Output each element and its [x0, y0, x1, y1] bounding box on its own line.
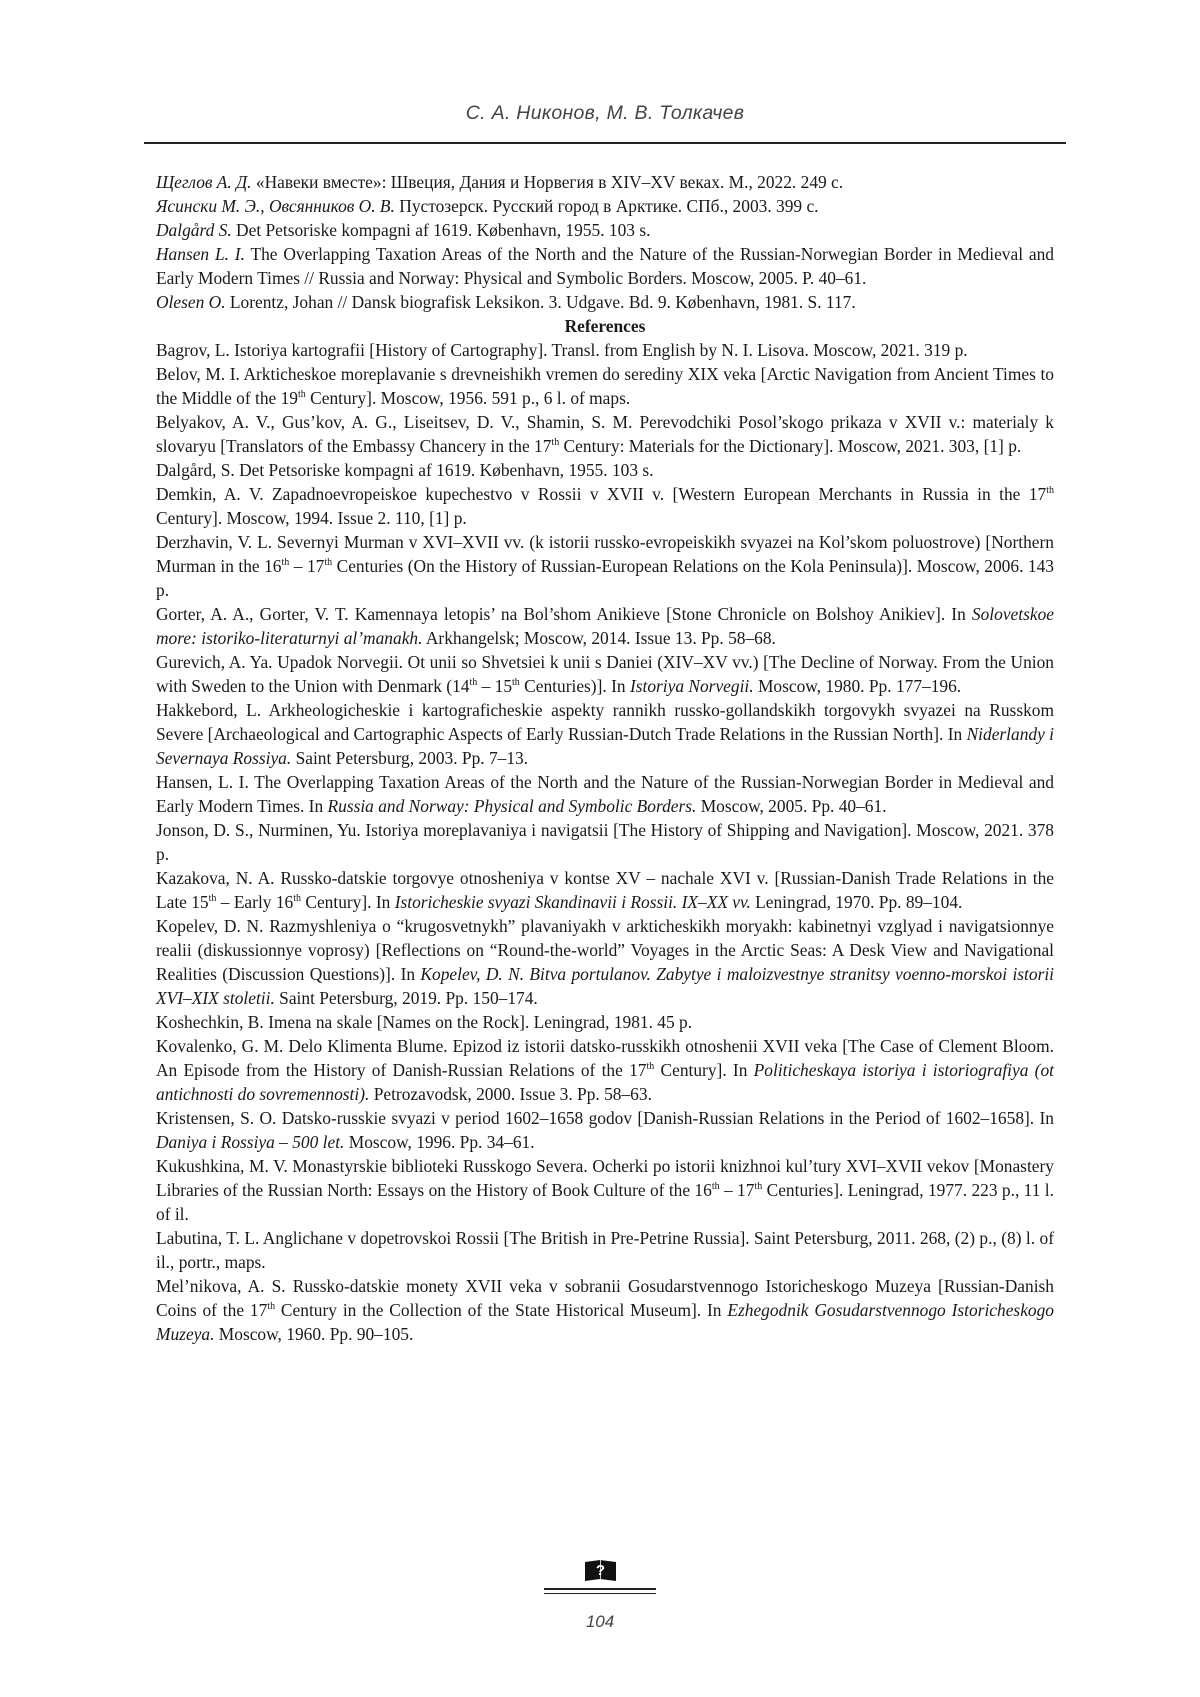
header-rule	[144, 142, 1066, 144]
reference-entry: Kopelev, D. N. Razmyshleniya o “krugosvetnykh” plavaniyakh v arkticheskikh moryakh: kabinetnyi vzglyad i navigatsionnye realii (diskussionnye voprosy) [Reflections on “Round-the-world” Voyages in the Arctic Seas: A Desk View and Navigational Realities (Discussion Questions)]. In Kopelev, D. N. Bitva portulanov. Zabytye i maloizvestnye stranitsy voenno-morskoi istorii XVI–XIX stoletii. Saint Petersburg, 2019. Pp. 150–174.	[156, 916, 1054, 1008]
reference-entry: Dalgård, S. Det Petsoriske kompagni af 1619. København, 1955. 103 s.	[156, 460, 654, 480]
reference-entry: Kovalenko, G. M. Delo Klimenta Blume. Epizod iz istorii datsko-russkikh otnoshenii XVII veka [The Case of Clement Bloom. An Episode from the History of Danish-Russian Relations of the 17th Century]. In Politicheskaya istoriya i istoriografiya (ot antichnosti do sovremennosti). Petrozavodsk, 2000. Issue 3. Pp. 58–63.	[156, 1036, 1055, 1104]
reference-entry: Gorter, A. A., Gorter, V. T. Kamennaya letopis’ na Bol’shom Anikieve [Stone Chronicle on Bolshoy Anikiev]. In Solovetskoe more: istoriko-literaturnyi al’manakh. Arkhangelsk; Moscow, 2014. Issue 13. Pp. 58–68.	[156, 604, 1054, 648]
page-body	[156, 170, 1054, 1346]
reference-entry: Kazakova, N. A. Russko-datskie torgovye otnosheniya v kontse XV – nachale XVI v. [Russian-Danish Trade Relations in the Late 15th – Early 16th Century]. In Istoricheskie svyazi Skandinavii i Rossii. IX–XX vv. Leningrad, 1970. Pp. 89–104.	[156, 868, 1054, 912]
references-heading: References	[564, 316, 646, 336]
book-question-icon	[584, 1558, 617, 1583]
reference-entry: Labutina, T. L. Anglichane v dopetrovskoi Rossii [The British in Pre-Petrine Russia]. Saint Petersburg, 2011. 268, (2) p., (8) l. of il., portr., maps.	[156, 1228, 1054, 1272]
reference-entry: Kristensen, S. O. Datsko-russkie svyazi v period 1602–1658 godov [Danish-Russian Relations in the Period of 1602–1658]. In Daniya i Rossiya – 500 let. Moscow, 1996. Pp. 34–61.	[156, 1108, 1054, 1152]
source-entry: Olesen O. Lorentz, Johan // Dansk biografisk Leksikon. 3. Udgave. Bd. 9. København, 1981. S. 117.	[156, 292, 856, 312]
running-head: С. А. Никонов, М. В. Толкачев	[465, 102, 745, 124]
source-entry: Dalgård S. Det Petsoriske kompagni af 1619. København, 1955. 103 s.	[156, 220, 651, 240]
reference-entry: Demkin, A. V. Zapadnoevropeiskoe kupechestvo v Rossii v XVII v. [Western European Merchants in Russia in the 17th Century]. Moscow, 1994. Issue 2. 110, [1] p.	[156, 484, 1054, 528]
reference-entry: Derzhavin, V. L. Severnyi Murman v XVI–XVII vv. (k istorii russko-evropeiskikh svyazei na Kol’skom poluostrove) [Northern Murman in the 16th – 17th Centuries (On the History of Russian-European Relations on the Kola Peninsula)]. Moscow, 2006. 143 p.	[156, 532, 1054, 600]
reference-entry: Mel’nikova, A. S. Russko-datskie monety XVII veka v sobranii Gosudarstvennogo Istoricheskogo Muzeya [Russian-Danish Coins of the 17th Century in the Collection of the State Historical Museum]. In Ezhegodnik Gosudarstvennogo Istoricheskogo Muzeya. Moscow, 1960. Pp. 90–105.	[156, 1276, 1054, 1344]
reference-entry: Koshechkin, B. Imena na skale [Names on the Rock]. Leningrad, 1981. 45 p.	[156, 1012, 693, 1032]
source-entry: Щеглов А. Д. «Навеки вместе»: Швеция, Дания и Норвегия в XIV–XV веках. М., 2022. 249 с.	[156, 172, 844, 192]
source-entry: Ясински М. Э., Овсянников О. В. Пустозерск. Русский город в Арктике. СПб., 2003. 399 с.	[156, 196, 819, 216]
reference-entry: Belyakov, A. V., Gus’kov, A. G., Liseitsev, D. V., Shamin, S. M. Perevodchiki Posol’skogo prikaza v XVII v.: materialy k slovaryu [Translators of the Embassy Chancery in the 17th Century: Materials for the Dictionary]. Moscow, 2021. 303, [1] p.	[156, 412, 1054, 456]
reference-entry: Bagrov, L. Istoriya kartografii [History of Cartography]. Transl. from English by N. I. Lisova. Moscow, 2021. 319 p.	[156, 340, 968, 360]
source-entry: Hansen L. I. The Overlapping Taxation Areas of the North and the Nature of the Russian-Norwegian Border in Medieval and Early Modern Times // Russia and Norway: Physical and Symbolic Borders. Moscow, 2005. P. 40–61.	[156, 244, 1054, 288]
footer-rule	[544, 1593, 656, 1594]
reference-entry: Kukushkina, M. V. Monastyrskie biblioteki Russkogo Severa. Ocherki po istorii knizhnoi kul’tury XVI–XVII vekov [Monastery Libraries of the Russian North: Essays on the History of Book Culture of the 16th – 17th Centuries]. Leningrad, 1977. 223 p., 11 l. of il.	[156, 1156, 1054, 1224]
reference-entry: Gurevich, A. Ya. Upadok Norvegii. Ot unii so Shvetsiei k unii s Daniei (XIV–XV vv.) [The Decline of Norway. From the Union with Sweden to the Union with Denmark (14th – 15th Centuries)]. In Istoriya Norvegii. Moscow, 1980. Pp. 177–196.	[156, 652, 1054, 696]
footer-rule	[544, 1588, 656, 1590]
svg-text:?: ?	[595, 1562, 606, 1579]
reference-entry: Hansen, L. I. The Overlapping Taxation Areas of the North and the Nature of the Russian-Norwegian Border in Medieval and Early Modern Times. In Russia and Norway: Physical and Symbolic Borders. Moscow, 2005. Pp. 40–61.	[156, 772, 1054, 816]
reference-entry: Hakkebord, L. Arkheologicheskie i kartograficheskie aspekty rannikh russko-gollandskikh torgovykh svyazei na Russkom Severe [Archaeological and Cartographic Aspects of Early Russian-Dutch Trade Relations in the Russian North]. In Niderlandy i Severnaya Rossiya. Saint Petersburg, 2003. Pp. 7–13.	[156, 700, 1055, 768]
reference-entry: Jonson, D. S., Nurminen, Yu. Istoriya moreplavaniya i navigatsii [The History of Shipping and Navigation]. Moscow, 2021. 378 p.	[156, 820, 1054, 864]
page-number: 104	[585, 1612, 615, 1631]
reference-entry: Belov, M. I. Arkticheskoe moreplavanie s drevneishikh vremen do serediny XIX veka [Arctic Navigation from Ancient Times to the Middle of the 19th Century]. Moscow, 1956. 591 p., 6 l. of maps.	[156, 364, 1054, 408]
